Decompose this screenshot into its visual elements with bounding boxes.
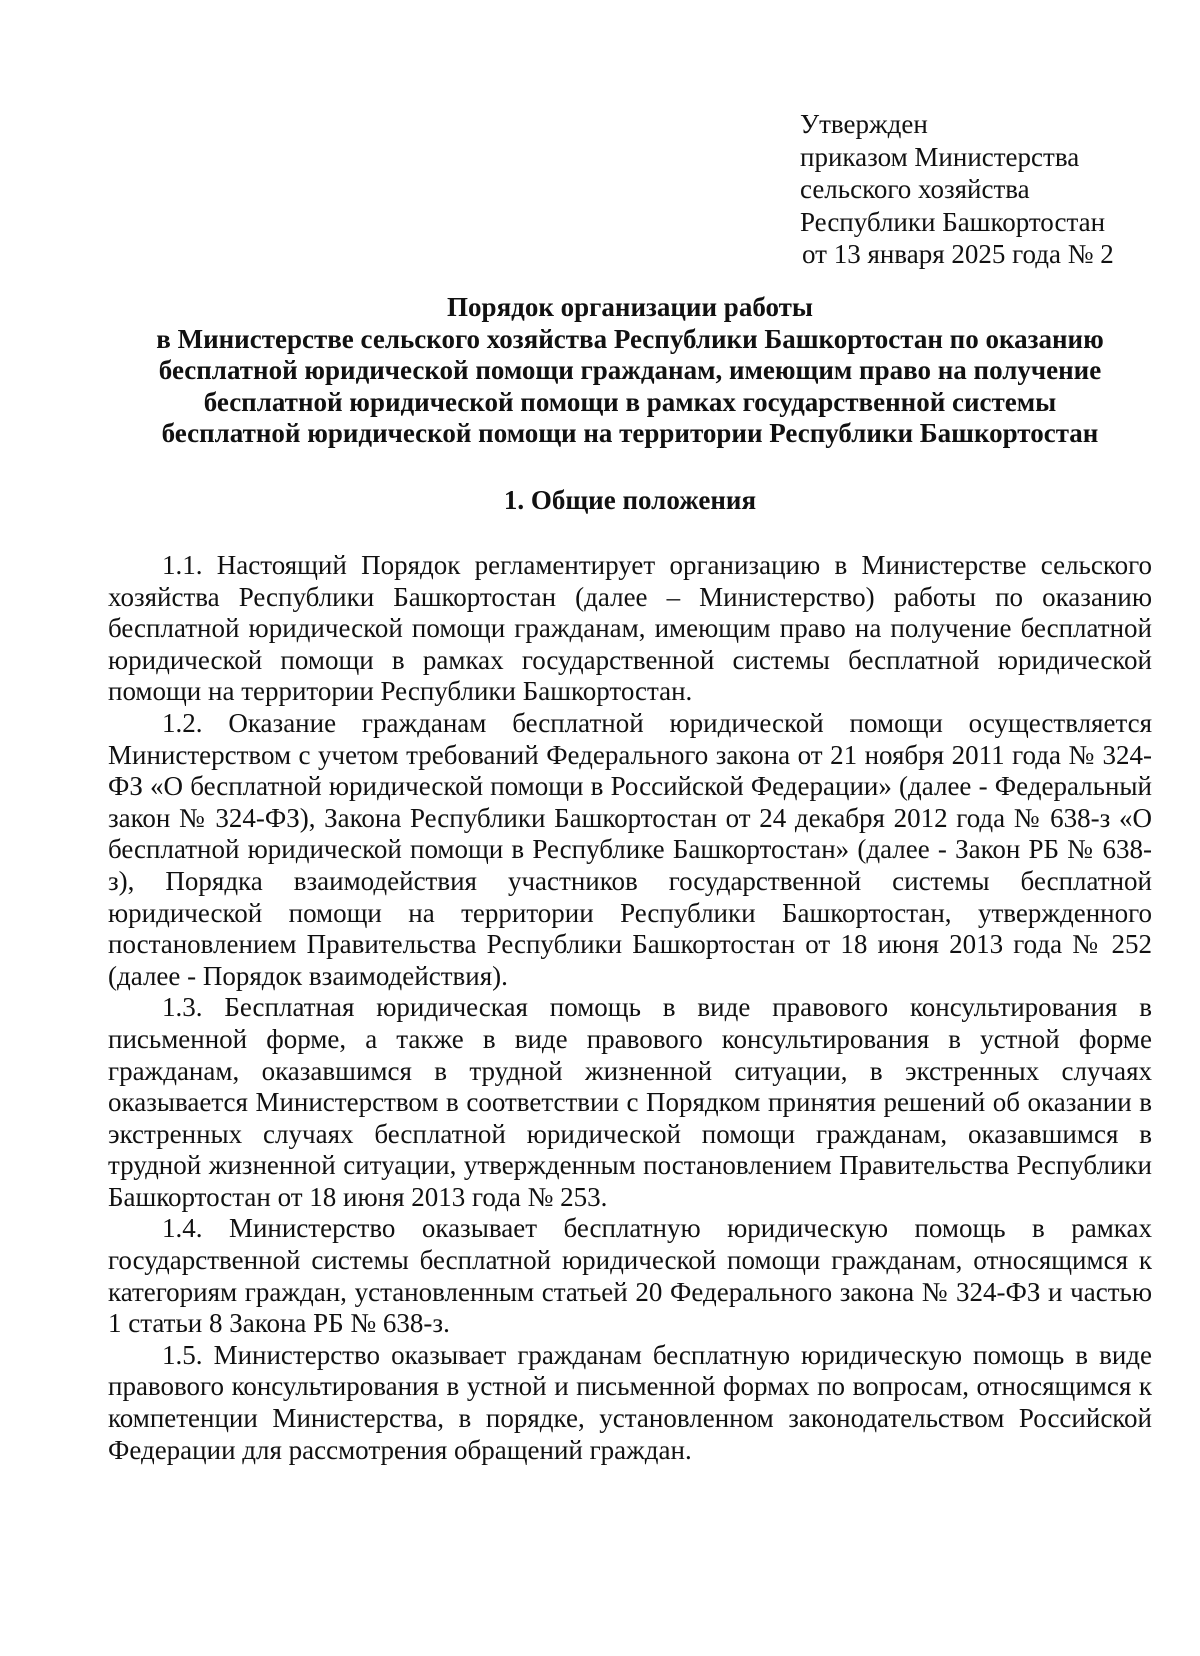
- approval-stamp-block: [800, 108, 1160, 271]
- title-line: Порядок организации работы: [447, 292, 813, 322]
- title-line: бесплатной юридической помощи на территории Республики Башкортостан: [161, 418, 1099, 448]
- document-body: [108, 550, 1152, 1466]
- paragraph-1-5: 1.5. Министерство оказывает гражданам бесплатную юридическую помощь в виде правового консультирования в устной и письменной формах по вопросам, относящимся к компетенции Министерства, в порядке, установленном законодательством Российской Федерации для рассмотрения обращений граждан.: [108, 1339, 1152, 1465]
- paragraph-1-2: 1.2. Оказание гражданам бесплатной юридической помощи осуществляется Министерством с учетом требований Федерального закона от 21 ноября 2011 года № 324-ФЗ «О бесплатной юридической помощи в Российской Федерации» (далее - Федеральный закон № 324-ФЗ), Закона Республики Башкортостан от 24 декабря 2012 года № 638-з «О бесплатной юридической помощи в Республике Башкортостан» (далее - Закон РБ № 638-з), Порядка взаимодействия участников государственной системы бесплатной юридической помощи на территории Республики Башкортостан, утвержденного постановлением Правительства Республики Башкортостан от 18 июня 2013 года № 252 (далее - Порядок взаимодействия).: [108, 707, 1152, 991]
- paragraph-1-3: 1.3. Бесплатная юридическая помощь в виде правового консультирования в письменной форме, а также в виде правового консультирования в устной форме гражданам, оказавшимся в трудной жизненной ситуации, в экстренных случаях оказывается Министерством в соответствии с Порядком принятия решений об оказании в экстренных случаях бесплатной юридической помощи гражданам, оказавшимся в трудной жизненной ситуации, утвержденным постановлением Правительства Республики Башкортостан от 18 июня 2013 года № 253.: [108, 992, 1152, 1212]
- document-title: [108, 292, 1152, 450]
- approval-line-approved: Утвержден: [800, 109, 928, 139]
- title-line: бесплатной юридической помощи в рамках государственной системы: [203, 386, 1057, 417]
- paragraph-1-1: 1.1. Настоящий Порядок регламентирует организацию в Министерстве сельского хозяйства Республики Башкортостан (далее – Министерство) работы по оказанию бесплатной юридической помощи гражданам, имеющим право на получение бесплатной юридической помощи в рамках государственной системы бесплатной юридической помощи на территории Республики Башкортостан.: [108, 550, 1152, 707]
- paragraph-1-4: 1.4. Министерство оказывает бесплатную юридическую помощь в рамках государственной системы бесплатной юридической помощи гражданам, относящимся к категориям граждан, установленным статьей 20 Федерального закона № 324-ФЗ и частью 1 статьи 8 Закона РБ № 638-з.: [108, 1213, 1152, 1339]
- title-line: бесплатной юридической помощи гражданам, имеющим право на получение: [158, 355, 1102, 385]
- approval-line-republic: Республики Башкортостан: [800, 206, 1106, 237]
- title-line: в Министерстве сельского хозяйства Республики Башкортостан по оказанию: [156, 323, 1104, 354]
- approval-line-ministry: сельского хозяйства: [800, 174, 1030, 204]
- section-heading: 1. Общие положения: [503, 485, 757, 515]
- approval-line-order: приказом Министерства: [800, 141, 1080, 172]
- approval-line-date: от 13 января 2025 года № 2: [802, 239, 1114, 269]
